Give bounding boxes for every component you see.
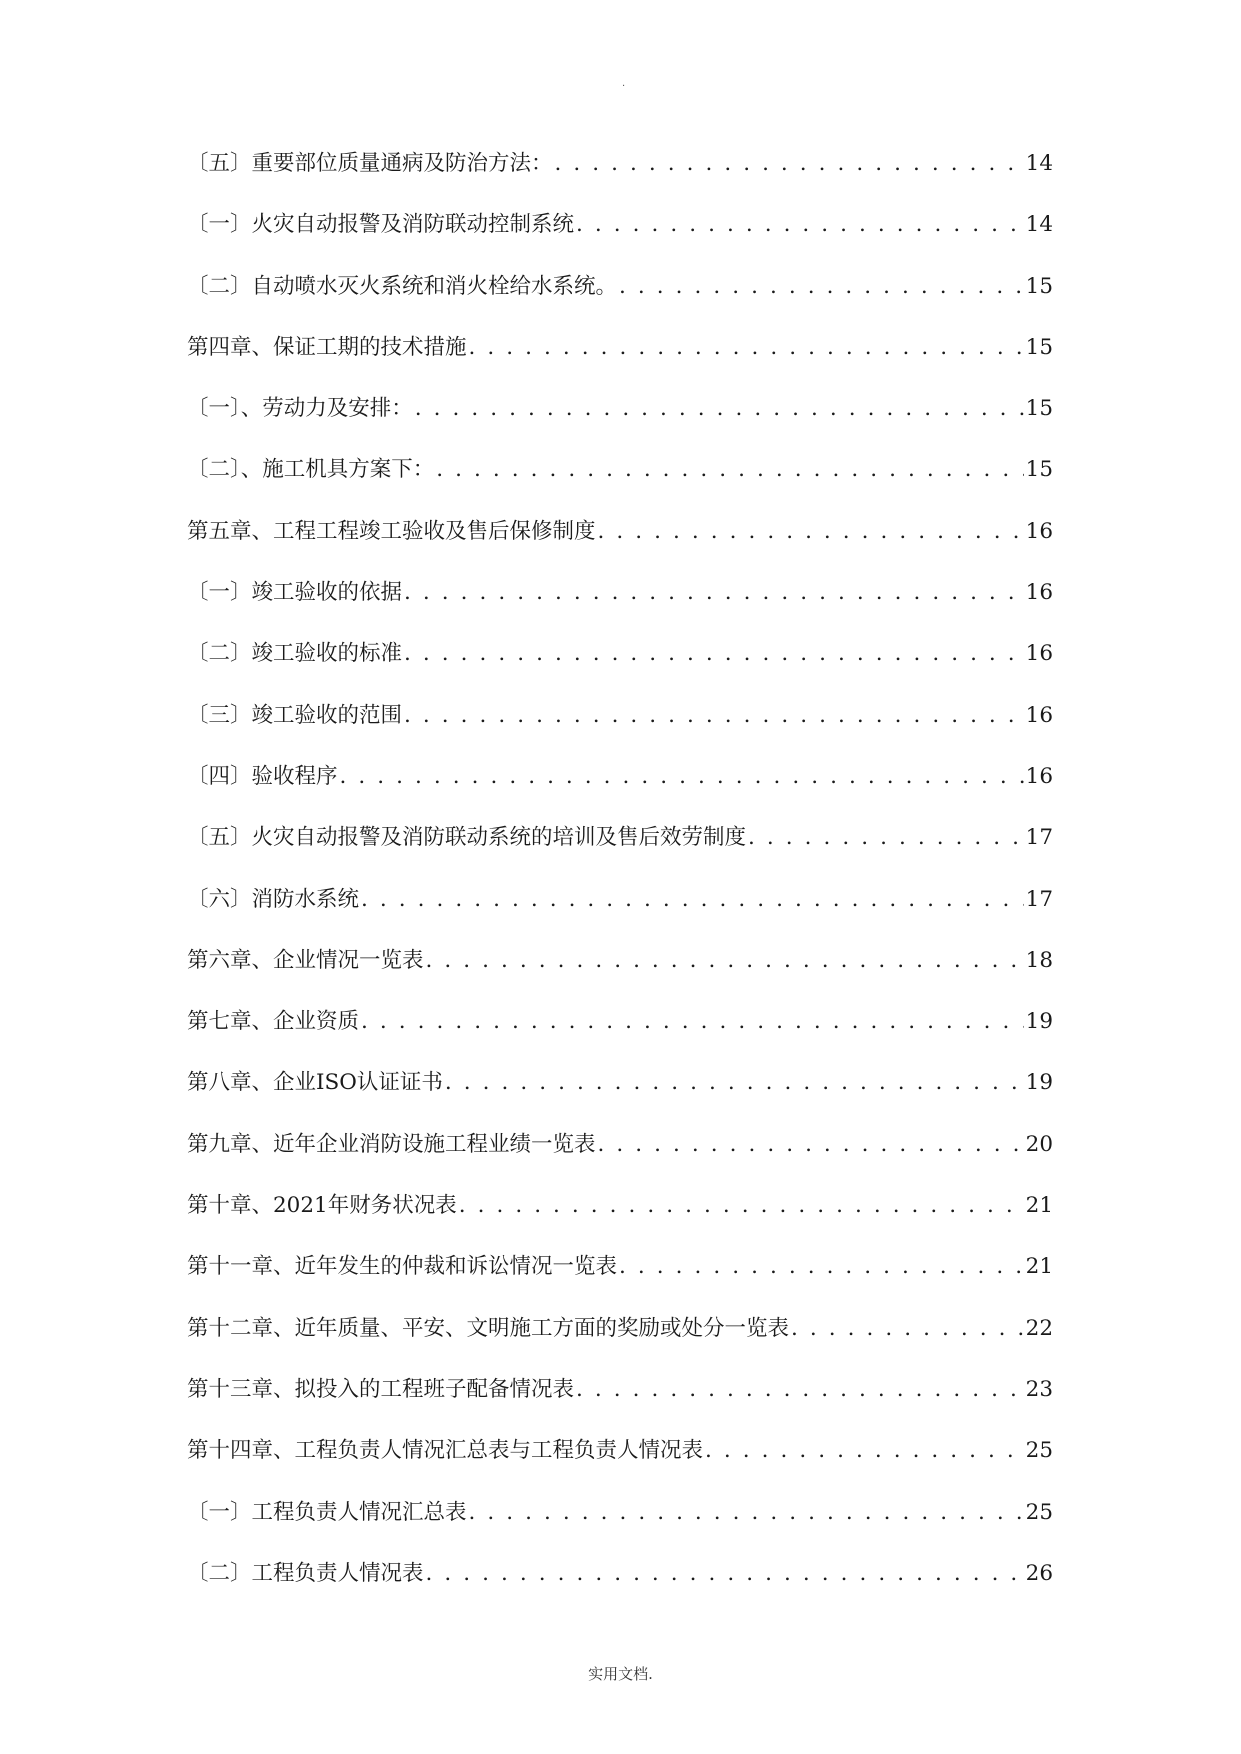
toc-entry[interactable] xyxy=(187,1189,1053,1250)
toc-entry[interactable] xyxy=(187,1128,1053,1189)
toc-dot-leader xyxy=(404,576,1024,610)
toc-entry-title: 第十四章、工程负责人情况汇总表与工程负责人情况表 xyxy=(187,1438,704,1464)
toc-dot-leader xyxy=(404,637,1024,671)
toc-dot-leader xyxy=(445,1066,1024,1100)
toc-entry-title: 第十章、2021年财务状况表 xyxy=(187,1193,457,1219)
toc-dot-leader xyxy=(791,1312,1024,1346)
toc-entry-page-number: 16 xyxy=(1025,702,1053,728)
toc-entry-page-number: 15 xyxy=(1025,457,1053,483)
toc-dot-leader xyxy=(555,147,1024,181)
toc-entry-page-number: 17 xyxy=(1025,886,1053,912)
toc-entry-title: 第九章、近年企业消防设施工程业绩一览表 xyxy=(187,1131,596,1157)
toc-dot-leader xyxy=(576,208,1024,242)
toc-entry-title: 〔三〕竣工验收的范围 xyxy=(187,702,403,728)
toc-entry[interactable] xyxy=(187,576,1053,637)
toc-entry-title: 〔二〕、施工机具方案下： xyxy=(187,457,435,483)
toc-dot-leader xyxy=(705,1434,1024,1468)
toc-entry-title: 第五章、工程工程竣工验收及售后保修制度 xyxy=(187,518,596,544)
toc-entry-page-number: 15 xyxy=(1025,396,1053,422)
toc-entry[interactable] xyxy=(187,1250,1053,1311)
toc-entry-page-number: 16 xyxy=(1025,763,1053,789)
toc-entry[interactable] xyxy=(187,944,1053,1005)
toc-entry-page-number: 25 xyxy=(1025,1438,1053,1464)
toc-entry[interactable] xyxy=(187,392,1053,453)
toc-entry[interactable] xyxy=(187,270,1053,331)
table-of-contents xyxy=(187,147,1053,1618)
toc-dot-leader xyxy=(459,1189,1024,1223)
toc-entry[interactable] xyxy=(187,147,1053,208)
toc-entry-title: 〔六〕消防水系统 xyxy=(187,886,360,912)
toc-dot-leader xyxy=(404,699,1024,733)
toc-entry-title: 〔二〕竣工验收的标准 xyxy=(187,641,403,667)
toc-entry[interactable] xyxy=(187,883,1053,944)
toc-entry-title: 〔二〕自动喷水灭火系统和消火栓给水系统。 xyxy=(187,273,618,299)
toc-entry-page-number: 20 xyxy=(1025,1131,1053,1157)
toc-entry-page-number: 21 xyxy=(1025,1254,1053,1280)
toc-entry[interactable] xyxy=(187,637,1053,698)
toc-entry[interactable] xyxy=(187,1557,1053,1618)
toc-entry-title: 第十三章、拟投入的工程班子配备情况表 xyxy=(187,1376,575,1402)
toc-entry-page-number: 21 xyxy=(1025,1193,1053,1219)
toc-entry-title: 〔五〕火灾自动报警及消防联动系统的培训及售后效劳制度 xyxy=(187,825,747,851)
toc-entry-page-number: 16 xyxy=(1025,641,1053,667)
toc-entry-page-number: 23 xyxy=(1025,1376,1053,1402)
toc-entry[interactable] xyxy=(187,760,1053,821)
toc-dot-leader xyxy=(748,821,1024,855)
toc-entry-page-number: 14 xyxy=(1025,151,1053,176)
toc-dot-leader xyxy=(619,270,1024,304)
toc-entry-page-number: 15 xyxy=(1025,273,1053,299)
toc-entry[interactable] xyxy=(187,453,1053,514)
toc-entry-title: 〔五〕重要部位质量通病及防治方法： xyxy=(187,151,553,176)
toc-entry[interactable] xyxy=(187,1373,1053,1434)
toc-dot-leader xyxy=(415,392,1024,426)
toc-entry-page-number: 25 xyxy=(1025,1499,1053,1525)
toc-entry[interactable] xyxy=(187,1066,1053,1127)
toc-entry-title: 〔一〕火灾自动报警及消防联动控制系统 xyxy=(187,212,575,238)
toc-dot-leader xyxy=(361,1005,1024,1039)
toc-dot-leader xyxy=(576,1373,1024,1407)
toc-entry-title: 第七章、企业资质 xyxy=(187,1009,360,1035)
toc-entry[interactable] xyxy=(187,515,1053,576)
toc-entry[interactable] xyxy=(187,1005,1053,1066)
toc-entry-page-number: 19 xyxy=(1025,1070,1053,1096)
toc-entry-page-number: 17 xyxy=(1025,825,1053,851)
toc-dot-leader xyxy=(598,1128,1024,1162)
toc-dot-leader xyxy=(469,1496,1024,1530)
toc-entry[interactable] xyxy=(187,699,1053,760)
toc-entry-title: 〔四〕验收程序 xyxy=(187,763,338,789)
toc-entry[interactable] xyxy=(187,208,1053,269)
toc-entry-title: 〔一〕竣工验收的依据 xyxy=(187,580,403,606)
toc-entry-page-number: 14 xyxy=(1025,212,1053,238)
toc-dot-leader xyxy=(469,331,1024,365)
toc-entry-page-number: 15 xyxy=(1025,334,1053,360)
toc-entry-page-number: 19 xyxy=(1025,1009,1053,1035)
toc-entry-title: 〔一〕、劳动力及安排： xyxy=(187,396,413,422)
toc-entry[interactable] xyxy=(187,331,1053,392)
toc-entry[interactable] xyxy=(187,1434,1053,1495)
toc-dot-leader xyxy=(426,944,1024,978)
header-mark: . xyxy=(622,78,626,89)
page-footer: 实用文档. xyxy=(588,1665,653,1683)
toc-entry-page-number: 22 xyxy=(1025,1315,1053,1341)
toc-entry-title: 第六章、企业情况一览表 xyxy=(187,947,424,973)
toc-dot-leader xyxy=(340,760,1024,794)
toc-dot-leader xyxy=(619,1250,1024,1284)
toc-dot-leader xyxy=(426,1557,1024,1591)
toc-entry[interactable] xyxy=(187,1312,1053,1373)
toc-dot-leader xyxy=(361,883,1024,917)
toc-entry-page-number: 16 xyxy=(1025,580,1053,606)
toc-entry-title: 〔二〕工程负责人情况表 xyxy=(187,1560,424,1586)
toc-entry-title: 第十一章、近年发生的仲裁和诉讼情况一览表 xyxy=(187,1254,618,1280)
toc-entry[interactable] xyxy=(187,1496,1053,1557)
toc-dot-leader xyxy=(436,453,1023,487)
toc-entry[interactable] xyxy=(187,821,1053,882)
toc-entry-title: 〔一〕工程负责人情况汇总表 xyxy=(187,1499,467,1525)
toc-entry-page-number: 26 xyxy=(1025,1560,1053,1586)
toc-dot-leader xyxy=(598,515,1024,549)
toc-entry-page-number: 16 xyxy=(1025,518,1053,544)
toc-entry-page-number: 18 xyxy=(1025,947,1053,973)
toc-entry-title: 第八章、企业ISO认证证书 xyxy=(187,1070,443,1096)
toc-entry-title: 第四章、保证工期的技术措施 xyxy=(187,334,467,360)
toc-entry-title: 第十二章、近年质量、平安、文明施工方面的奖励或处分一览表 xyxy=(187,1315,790,1341)
